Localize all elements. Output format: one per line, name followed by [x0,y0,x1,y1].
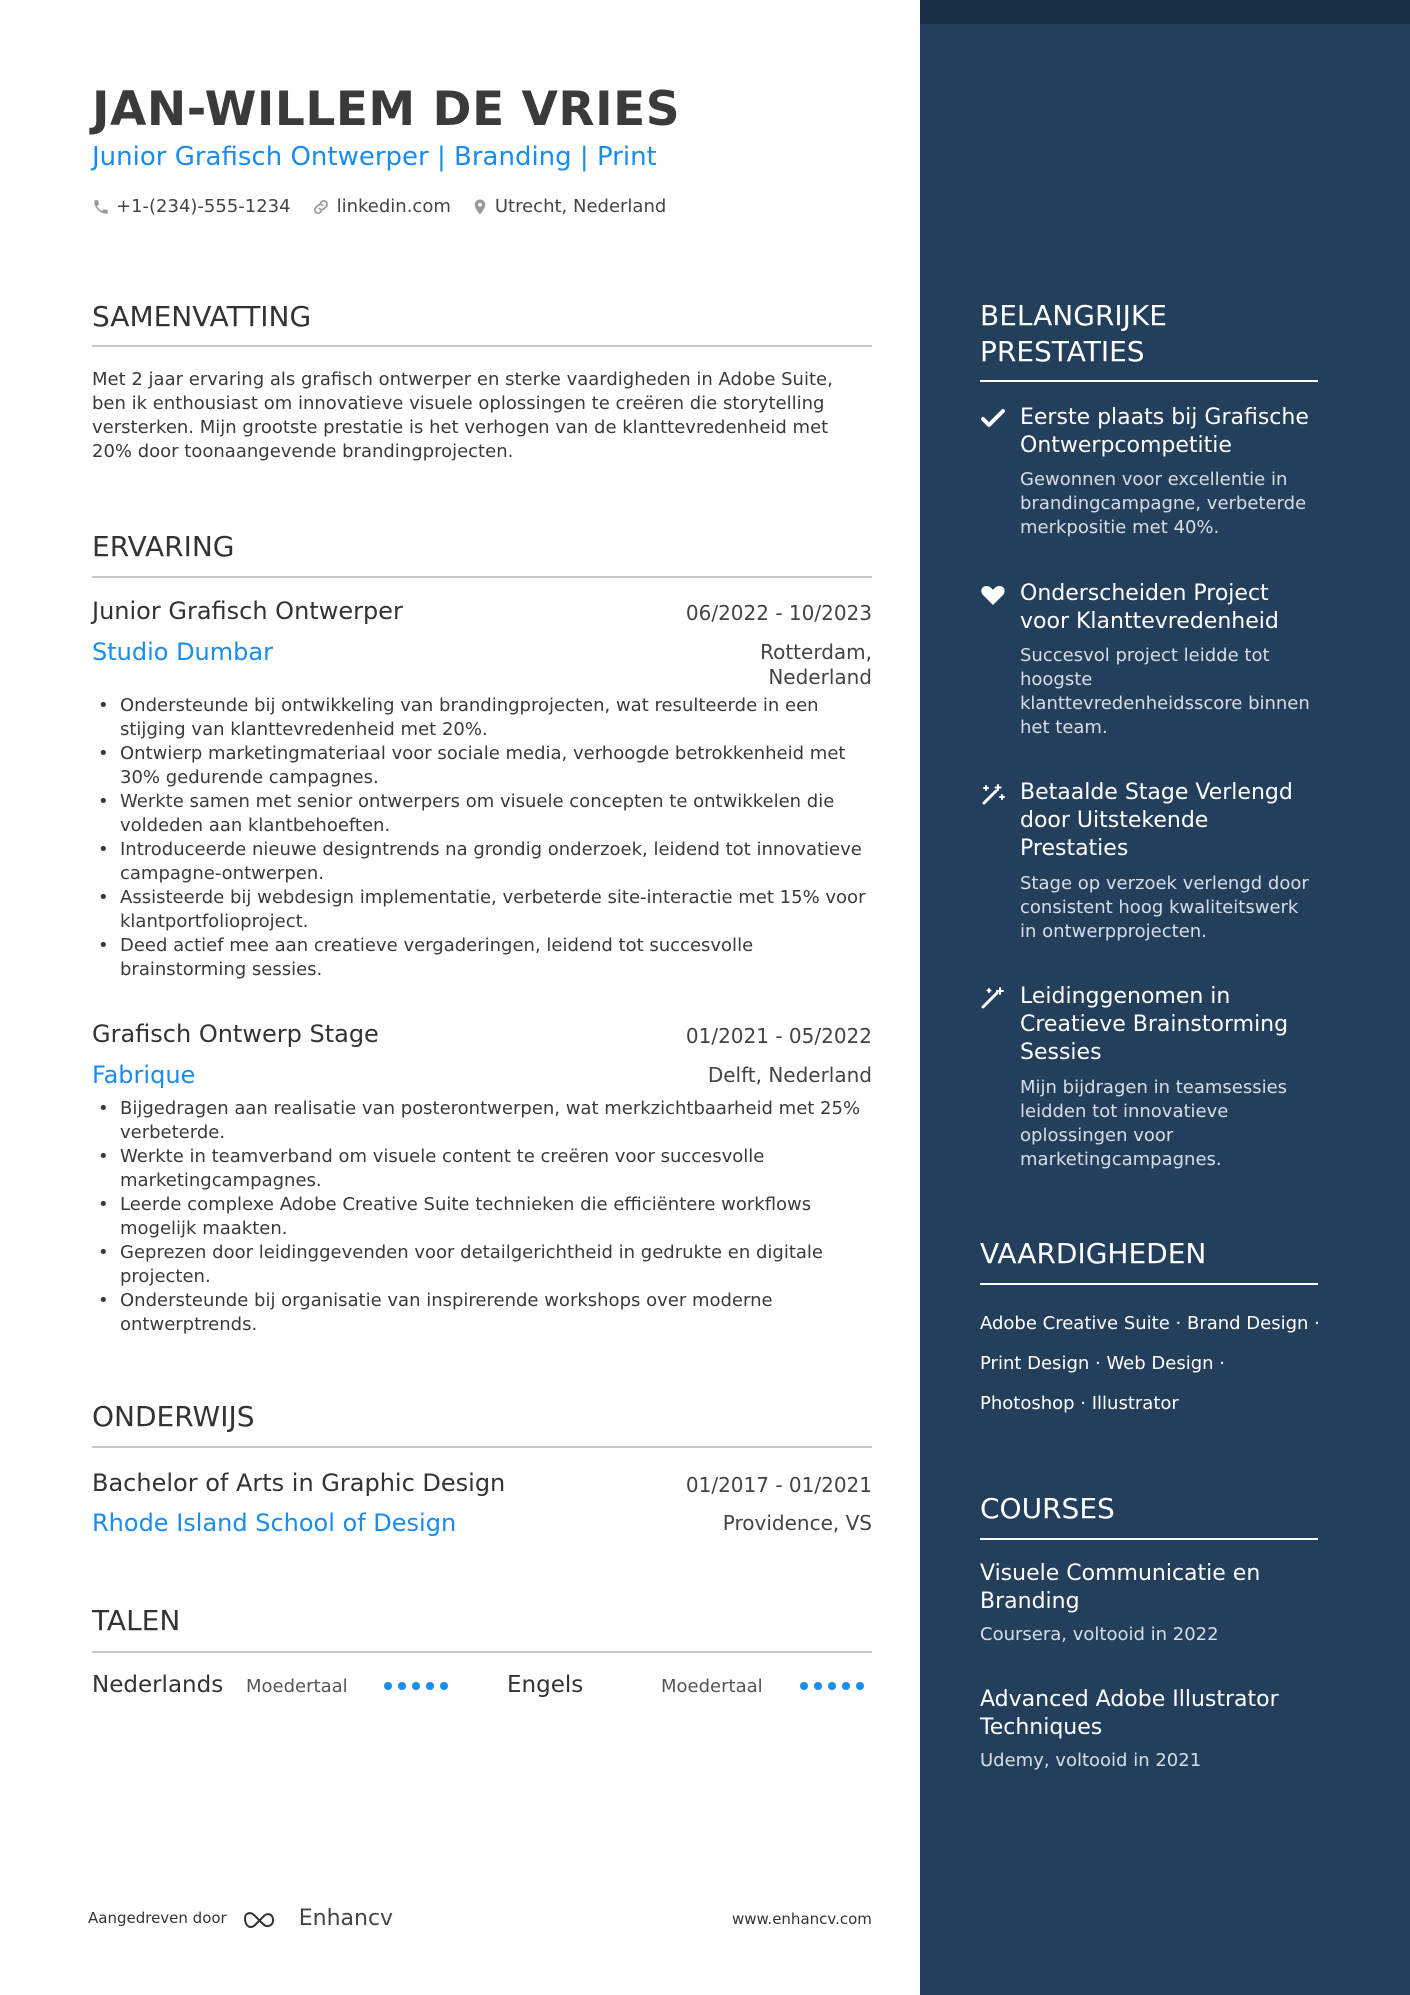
job-bullet: • Werkte samen met senior ontwerpers om visuele concepten te ontwikkelen die voldeden aan klantbehoeften. [92,790,872,838]
course-provider: Udemy, voltooid in 2021 [980,1750,1202,1771]
candidate-subtitle: Junior Grafisch Ontwerper | Branding | Print [92,142,657,172]
language-rating [384,1682,454,1690]
achievements-heading-line: PRESTATIES [980,335,1145,368]
contact-linkedin[interactable] [311,196,451,217]
language-name: Nederlands [92,1672,224,1698]
sidebar [920,0,1410,1995]
language-rating [800,1682,870,1690]
courses-heading: COURSES [980,1492,1115,1525]
skills-divider [980,1283,1318,1285]
job-company[interactable]: Studio Dumbar [92,638,273,666]
job-location-line: Delft, Nederland [707,1063,872,1087]
achievement-title: Leidinggenomen in Creatieve Brainstorming Sessies [1020,984,1289,1065]
achievements-heading [980,298,1167,370]
heart-icon [980,584,1006,606]
course-title: Visuele Communicatie en Branding [980,1561,1261,1614]
wand-icon [980,987,1006,1009]
education-divider [92,1446,872,1448]
skills-line: Photoshop · Illustrator [980,1393,1179,1414]
skills-line: Adobe Creative Suite · Brand Design · [980,1313,1320,1334]
achievement-title: Betaalde Stage Verlengd door Uitstekende Prestaties [1020,780,1293,861]
rating-dot [440,1682,448,1690]
job-dates: 01/2021 - 05/2022 [685,1024,872,1048]
job-bullets [92,694,872,982]
rating-dot [800,1682,808,1690]
job-dates: 06/2022 - 10/2023 [685,601,872,625]
skills-line: Print Design · Web Design · [980,1353,1225,1374]
job-bullet: • Werkte in teamverband om visuele content te creëren voor succesvolle marketingcampagnes. [92,1145,872,1193]
job-bullet: • Leerde complexe Adobe Creative Suite technieken die efficiëntere workflows mogelijk maakten. [92,1193,872,1241]
experience-divider [92,576,872,578]
experience-heading: ERVARING [92,530,235,563]
sidebar-topbar [920,0,1410,24]
course-provider: Coursera, voltooid in 2022 [980,1624,1219,1645]
course-title: Advanced Adobe Illustrator Techniques [980,1687,1279,1740]
language-name: Engels [507,1672,584,1698]
summary-heading: SAMENVATTING [92,300,312,333]
rating-dot [814,1682,822,1690]
language-level: Moedertaal [246,1676,348,1697]
job-title: Junior Grafisch Ontwerper [92,597,403,625]
education-degree: Bachelor of Arts in Graphic Design [92,1469,506,1497]
job-bullet: • Deed actief mee aan creatieve vergaderingen, leidend tot succesvolle brainstorming sessies. [92,934,872,982]
education-dates: 01/2017 - 01/2021 [685,1473,872,1497]
education-school[interactable]: Rhode Island School of Design [92,1509,457,1537]
achievement-desc: Succesvol project leidde tot hoogste klanttevredenheidsscore binnen het team. [1020,645,1310,738]
achievements-heading-line: BELANGRIJKE [980,299,1167,332]
job-location-line: Rotterdam, [760,640,872,664]
job-location [708,1063,872,1088]
job-bullet: • Ondersteunde bij organisatie van inspirerende workshops over moderne ontwerptrends. [92,1289,872,1337]
achievement-desc: Stage op verzoek verlengd door consistent hoog kwaliteitswerk in ontwerpprojecten. [1020,873,1309,942]
rating-dot [856,1682,864,1690]
job-location [760,640,872,690]
achievement-desc: Mijn bijdragen in teamsessies leidden tot innovatieve oplossingen voor marketingcampagnes. [1020,1077,1288,1170]
rating-dot [398,1682,406,1690]
magic-icon [980,783,1006,805]
candidate-name: JAN-WILLEM DE VRIES [92,82,681,137]
courses-divider [980,1538,1318,1540]
enhancv-logo-icon [241,1905,291,1931]
education-heading: ONDERWIJS [92,1400,255,1433]
languages-heading: TALEN [92,1604,181,1637]
footer-website[interactable]: www.enhancv.com [732,1910,872,1928]
achievements-divider [980,380,1318,382]
achievement-title: Eerste plaats bij Grafische Ontwerpcompetitie [1020,405,1309,458]
achievement-desc: Gewonnen voor excellentie in brandingcampagne, verbeterde merkpositie met 40%. [1020,469,1307,538]
languages-row [92,1672,872,1702]
powered-by-text: Aangedreven door [88,1909,227,1927]
job-company[interactable]: Fabrique [92,1061,196,1089]
link-icon [311,197,331,217]
location-text: Utrecht, Nederland [494,196,667,217]
job-bullet: • Bijgedragen aan realisatie van posterontwerpen, wat merkzichtbaarheid met 25% verbeterde. [92,1097,872,1145]
job-bullet: • Introduceerde nieuwe designtrends na grondig onderzoek, leidend tot innovatieve campagne-ontwerpen. [92,838,872,886]
contact-phone[interactable] [92,196,291,217]
job-bullets [92,1097,872,1337]
phone-icon [92,198,110,216]
education-location: Providence, VS [722,1511,872,1535]
contact-location [471,196,666,217]
contact-bar [92,196,686,217]
rating-dot [412,1682,420,1690]
location-pin-icon [471,197,489,217]
footer-branding[interactable] [88,1905,393,1931]
job-location-line: Nederland [768,665,872,689]
languages-divider [92,1651,872,1653]
rating-dot [426,1682,434,1690]
job-bullet: • Ondersteunde bij ontwikkeling van brandingprojecten, wat resulteerde in een stijging van klanttevredenheid met 20%. [92,694,872,742]
skills-list [980,1304,1330,1424]
skills-heading: VAARDIGHEDEN [980,1237,1207,1270]
summary-divider [92,345,872,347]
job-bullet: • Assisteerde bij webdesign implementatie, verbeterde site-interactie met 15% voor klantportfolioproject. [92,886,872,934]
brand-name: Enhancv [298,1905,394,1931]
job-title: Grafisch Ontwerp Stage [92,1020,379,1048]
check-icon [980,408,1006,430]
linkedin-text: linkedin.com [336,196,451,217]
phone-text: +1-(234)-555-1234 [116,196,291,217]
job-bullet: • Ontwierp marketingmateriaal voor sociale media, verhoogde betrokkenheid met 30% gedurende campagnes. [92,742,872,790]
achievement-title: Onderscheiden Project voor Klanttevredenheid [1020,581,1279,634]
rating-dot [828,1682,836,1690]
language-level: Moedertaal [661,1676,763,1697]
rating-dot [842,1682,850,1690]
job-bullet: • Geprezen door leidinggevenden voor detailgerichtheid in gedrukte en digitale projecten. [92,1241,872,1289]
summary-text: Met 2 jaar ervaring als grafisch ontwerper en sterke vaardigheden in Adobe Suite, ben ik enthousiast om innovatieve visuele oplossingen te creëren die storytelling versterken. Mijn grootste prestatie is het verhogen van de klanttevredenheid met 20% door toonaangevende brandingprojecten. [92,369,833,462]
rating-dot [384,1682,392,1690]
